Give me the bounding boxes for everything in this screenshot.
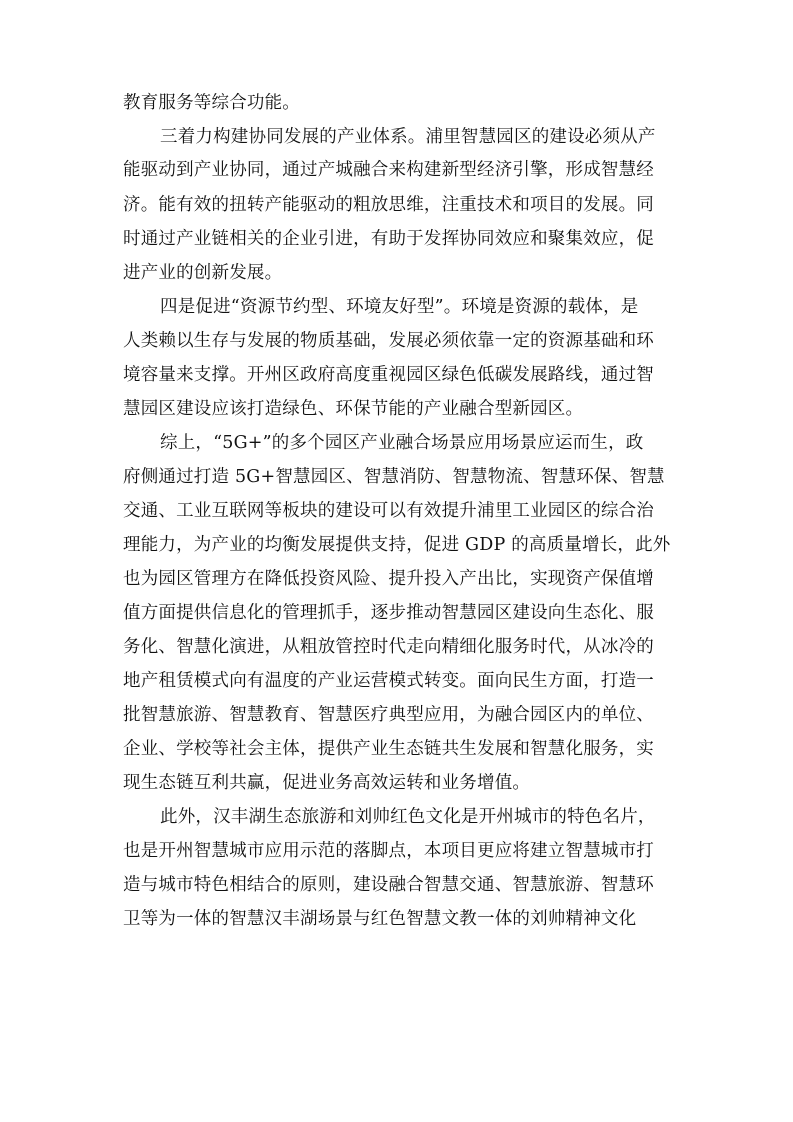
- text-line: 卫等为一体的智慧汉丰湖场景与红色智慧文教一体的刘帅精神文化: [123, 909, 637, 929]
- text-line: 值方面提供信息化的管理抓手，逐步推动智慧园区建设向生态化、服: [123, 603, 654, 623]
- text-line: 造与城市特色相结合的原则，建设融合智慧交通、智慧旅游、智慧环: [123, 875, 654, 895]
- text-line: 也是开州智慧城市应用示范的落脚点，本项目更应将建立智慧城市打: [123, 841, 654, 861]
- text-line: 理能力，为产业的均衡发展提供支持，促进 GDP 的高质量增长，此外: [123, 535, 671, 555]
- text-line: 慧园区建设应该打造绿色、环保节能的产业融合型新园区。: [123, 399, 584, 419]
- text-line: 时通过产业链相关的企业引进，有助于发挥协同效应和聚集效应，促: [123, 229, 654, 249]
- text-line: 境容量来支撑。开州区政府高度重视园区绿色低碳发展路线，通过智: [123, 365, 654, 385]
- paragraph-start: 此外，汉丰湖生态旅游和刘帅红色文化是开州城市的特色名片，: [160, 807, 656, 827]
- text-line: 也为园区管理方在降低投资风险、提升投入产出比，实现资产保值增: [123, 569, 654, 589]
- text-line: 能驱动到产业协同，通过产城融合来构建新型经济引擎，形成智慧经: [123, 160, 654, 180]
- paragraph-start: 四是促进“资源节约型、环境友好型”。环境是资源的载体，是: [160, 297, 639, 317]
- text-line: 人类赖以生存与发展的物质基础，发展必须依靠一定的资源基础和环: [123, 331, 654, 351]
- text-line: 企业、学校等社会主体，提供产业生态链共生发展和智慧化服务，实: [123, 739, 654, 759]
- text-line: 教育服务等综合功能。: [123, 93, 300, 113]
- text-line: 府侧通过打造 5G+智慧园区、智慧消防、智慧物流、智慧环保、智慧: [123, 467, 665, 487]
- text-line: 地产租赁模式向有温度的产业运营模式转变。面向民生方面，打造一: [123, 671, 654, 691]
- paragraph-start: 综上，“5G+”的多个园区产业融合场景应用场景应运而生，政: [160, 433, 644, 453]
- text-line: 现生态链互利共赢，促进业务高效运转和业务增值。: [123, 773, 531, 793]
- text-line: 济。能有效的扭转产能驱动的粗放思维，注重技术和项目的发展。同: [123, 195, 654, 215]
- paragraph-start: 三着力构建协同发展的产业体系。浦里智慧园区的建设必须从产: [160, 127, 656, 147]
- text-line: 交通、工业互联网等板块的建设可以有效提升浦里工业园区的综合治: [123, 501, 654, 521]
- text-line: 进产业的创新发展。: [123, 263, 283, 283]
- text-line: 批智慧旅游、智慧教育、智慧医疗典型应用，为融合园区内的单位、: [123, 705, 654, 725]
- text-line: 务化、智慧化演进，从粗放管控时代走向精细化服务时代，从冰冷的: [123, 637, 654, 657]
